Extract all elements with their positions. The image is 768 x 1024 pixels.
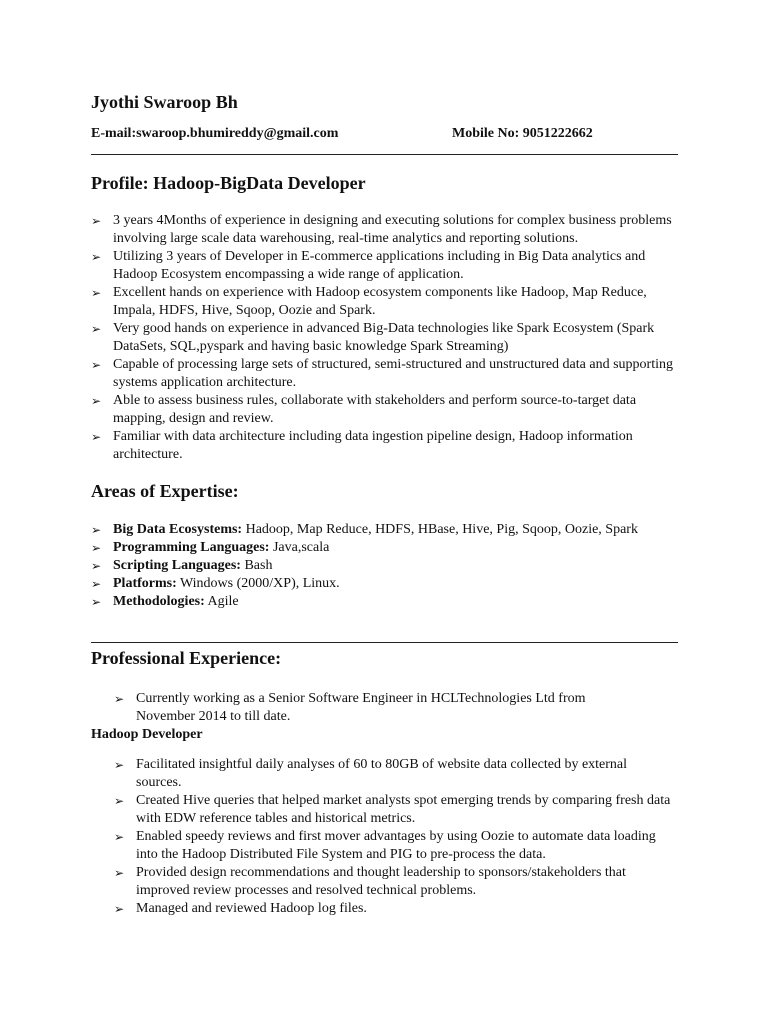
expertise-label: Scripting Languages: <box>113 558 241 573</box>
list-item-text: Excellent hands on experience with Hadoop ecosystem components like Hadoop, Map Reduce, Impala, HDFS, Hive, Sqoop, Oozie and Spark. <box>113 285 647 318</box>
arrow-bullet-icon: ➢ <box>91 541 102 555</box>
arrow-bullet-icon: ➢ <box>114 830 125 844</box>
list-item <box>91 320 683 356</box>
expertise-list <box>91 521 651 611</box>
experience-heading: Professional Experience: <box>91 648 282 668</box>
expertise-value: Java,scala <box>269 540 330 555</box>
arrow-bullet-icon: ➢ <box>114 902 125 916</box>
candidate-name: Jyothi Swaroop Bh <box>91 92 238 112</box>
expertise-label: Programming Languages: <box>113 540 270 555</box>
list-item <box>91 392 683 428</box>
list-item-text: Managed and reviewed Hadoop log files. <box>136 901 367 916</box>
arrow-bullet-icon: ➢ <box>114 758 125 772</box>
arrow-bullet-icon: ➢ <box>114 866 125 880</box>
arrow-bullet-icon: ➢ <box>91 523 102 537</box>
list-item-text: Enabled speedy reviews and first mover advantages by using Oozie to automate data loading into the Hadoop Distributed File System and PIG to pre-process the data. <box>136 829 656 862</box>
arrow-bullet-icon: ➢ <box>91 250 102 264</box>
list-item-text: Currently working as a Senior Software Engineer in HCLTechnologies Ltd from November 2014 to till date. <box>136 691 586 724</box>
list-item <box>91 575 651 593</box>
arrow-bullet-icon: ➢ <box>114 692 125 706</box>
arrow-bullet-icon: ➢ <box>91 286 102 300</box>
list-item <box>114 828 674 864</box>
arrow-bullet-icon: ➢ <box>91 559 102 573</box>
expertise-value: Windows (2000/XP), Linux. <box>176 576 340 591</box>
list-item-text: Provided design recommendations and thought leadership to sponsors/stakeholders that improved review processes and resolved technical problems. <box>136 865 626 898</box>
list-item <box>91 356 683 392</box>
email-text: E-mail:swaroop.bhumireddy@gmail.com <box>91 126 339 141</box>
arrow-bullet-icon: ➢ <box>114 794 125 808</box>
list-item-text: Capable of processing large sets of structured, semi-structured and unstructured data and supporting systems application architecture. <box>113 357 673 390</box>
header-divider <box>91 154 678 155</box>
expertise-value: Hadoop, Map Reduce, HDFS, HBase, Hive, Pig, Sqoop, Oozie, Spark <box>242 522 638 537</box>
profile-list <box>91 212 683 464</box>
list-item-text: Utilizing 3 years of Developer in E-commerce applications including in Big Data analytics and Hadoop Ecosystem encompassing a wide range of application. <box>113 249 646 282</box>
expertise-label: Big Data Ecosystems: <box>113 522 243 537</box>
experience-list <box>114 756 674 918</box>
arrow-bullet-icon: ➢ <box>91 595 102 609</box>
role-title: Hadoop Developer <box>91 727 203 742</box>
expertise-value: Bash <box>240 558 273 573</box>
list-item <box>91 428 683 464</box>
list-item-text: Very good hands on experience in advanced Big-Data technologies like Spark Ecosystem (Spark DataSets, SQL,pyspark and having basic knowledge Spark Streaming) <box>113 321 655 354</box>
expertise-label: Platforms: <box>113 576 177 591</box>
list-item <box>91 521 651 539</box>
arrow-bullet-icon: ➢ <box>91 577 102 591</box>
arrow-bullet-icon: ➢ <box>91 214 102 228</box>
list-item-text: 3 years 4Months of experience in designing and executing solutions for complex business problems involving large scale data warehousing, real-time analytics and reporting solutions. <box>113 213 672 246</box>
experience-divider <box>91 642 678 643</box>
arrow-bullet-icon: ➢ <box>91 358 102 372</box>
list-item <box>114 690 634 726</box>
list-item <box>91 212 683 248</box>
list-item <box>114 756 674 792</box>
mobile-text: Mobile No: 9051222662 <box>452 126 593 141</box>
profile-heading: Profile: Hadoop-BigData Developer <box>91 173 366 193</box>
list-item <box>114 900 674 918</box>
list-item <box>114 792 674 828</box>
list-item <box>91 557 651 575</box>
current-position-list <box>114 690 634 726</box>
list-item-text: Familiar with data architecture including data ingestion pipeline design, Hadoop information architecture. <box>113 429 633 462</box>
list-item-text: Created Hive queries that helped market analysts spot emerging trends by comparing fresh data with EDW reference tables and historical metrics. <box>136 793 671 826</box>
arrow-bullet-icon: ➢ <box>91 394 102 408</box>
list-item-text: Facilitated insightful daily analyses of 60 to 80GB of website data collected by external sources. <box>136 757 628 790</box>
arrow-bullet-icon: ➢ <box>91 430 102 444</box>
expertise-heading: Areas of Expertise: <box>91 481 239 501</box>
list-item <box>114 864 674 900</box>
list-item <box>91 284 683 320</box>
expertise-label: Methodologies: <box>113 594 205 609</box>
list-item-text: Able to assess business rules, collaborate with stakeholders and perform source-to-target data mapping, design and review. <box>113 393 637 426</box>
expertise-value: Agile <box>204 594 239 609</box>
list-item <box>91 539 651 557</box>
arrow-bullet-icon: ➢ <box>91 322 102 336</box>
list-item <box>91 248 683 284</box>
list-item <box>91 593 651 611</box>
